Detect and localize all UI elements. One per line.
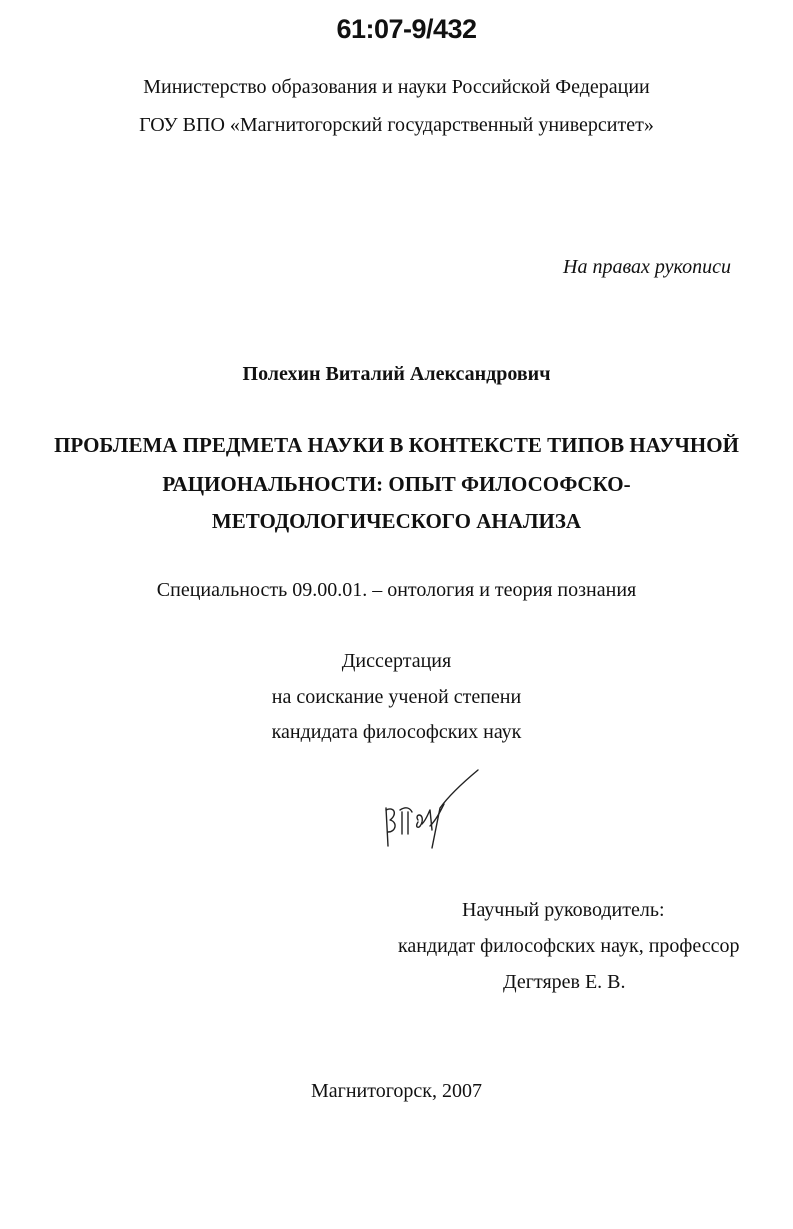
ministry-line: Министерство образования и науки Российской Федерации [143, 76, 650, 98]
author-name: Полехин Виталий Александрович [242, 363, 551, 385]
dissertation-title-line-2: РАЦИОНАЛЬНОСТИ: ОПЫТ ФИЛОСОФСКО- [162, 472, 631, 496]
city-year: Магнитогорск, 2007 [310, 1080, 483, 1102]
degree-purpose-line: на соискание ученой степени [271, 686, 522, 708]
degree-line: кандидата философских наук [271, 721, 522, 743]
supervisor-label: Научный руководитель: [462, 899, 665, 921]
manuscript-note: На правах рукописи [563, 256, 731, 278]
dissertation-title-line-3: МЕТОДОЛОГИЧЕСКОГО АНАЛИЗА [211, 509, 582, 533]
handwritten-signature [378, 768, 488, 858]
dissertation-title-line-1: ПРОБЛЕМА ПРЕДМЕТА НАУКИ В КОНТЕКСТЕ ТИПОВ НАУЧНОЙ [54, 433, 739, 457]
university-line: ГОУ ВПО «Магнитогорский государственный университет» [139, 114, 654, 136]
catalog-number: 61:07-9/432 [336, 14, 477, 44]
dissertation-label: Диссертация [341, 650, 452, 672]
specialty-line: Специальность 09.00.01. – онтология и теория познания [156, 579, 637, 601]
supervisor-degree: кандидат философских наук, профессор [398, 935, 740, 957]
supervisor-name: Дегтярев Е. В. [503, 971, 626, 993]
